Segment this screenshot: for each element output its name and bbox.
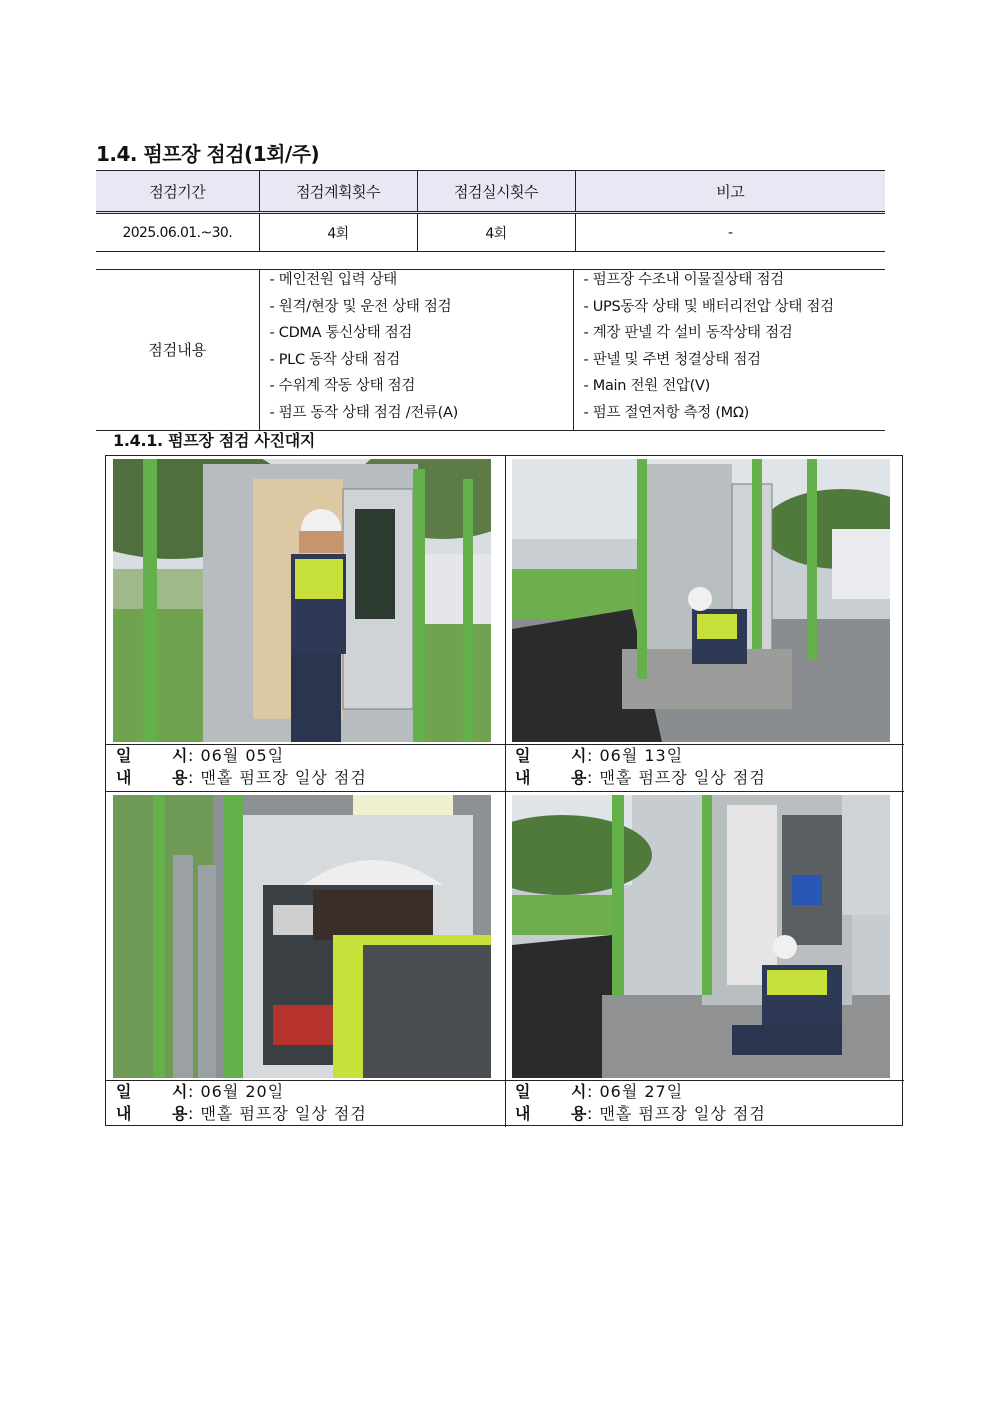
photo-caption: 일 시: 06월 05일 내 용: 맨홀 펌프장 일상 점검 <box>106 744 505 791</box>
photo-cell <box>505 791 904 1127</box>
header-period: 점검기간 <box>96 171 259 213</box>
summary-header-row <box>96 171 885 213</box>
photo-cell <box>106 456 506 791</box>
list-item: - 원격/현장 및 운전 상태 점검 <box>269 298 452 315</box>
photo-date: : 06월 27일 <box>587 1082 684 1101</box>
cell-remarks: - <box>575 213 885 252</box>
cell-planned-count: 4회 <box>259 213 417 252</box>
content-left-column <box>259 270 573 431</box>
list-item: - 메인전원 입력 상태 <box>269 272 398 288</box>
summary-data-row <box>96 213 885 252</box>
content-label: 점검내용 <box>96 270 259 431</box>
inspection-content-table <box>96 269 885 431</box>
photo-caption: 일 시: 06월 13일 내 용: 맨홀 펌프장 일상 점검 <box>505 744 904 791</box>
list-item: - PLC 동작 상태 점검 <box>269 351 400 368</box>
header-actual-count: 점검실시횟수 <box>417 171 575 213</box>
photo-content: : 맨홀 펌프장 일상 점검 <box>188 768 367 787</box>
cell-actual-count: 4회 <box>417 213 575 252</box>
list-item: - Main 전원 전압(V) <box>583 378 710 395</box>
photo-date: : 06월 13일 <box>587 746 684 765</box>
inspection-photo <box>113 459 491 742</box>
header-planned-count: 점검계획횟수 <box>259 171 417 213</box>
inspection-photo <box>512 459 890 742</box>
list-item: - 펌프 동작 상태 점검 /전류(A) <box>269 404 458 421</box>
list-item: - UPS동작 상태 및 배터리전압 상태 점검 <box>583 298 834 315</box>
photo-caption: 일 시: 06월 27일 내 용: 맨홀 펌프장 일상 점검 <box>505 1080 904 1127</box>
cell-period: 2025.06.01.~30. <box>96 213 259 252</box>
list-item: - 수위계 작동 상태 점검 <box>269 378 416 395</box>
photo-grid <box>105 455 903 1126</box>
photo-caption: 일 시: 06월 20일 내 용: 맨홀 펌프장 일상 점검 <box>106 1080 505 1127</box>
content-right-column <box>573 270 885 431</box>
photo-cell <box>106 791 506 1127</box>
photo-date: : 06월 05일 <box>188 746 285 765</box>
list-item: - 판넬 및 주변 청결상태 점검 <box>583 351 761 368</box>
inspection-photo <box>113 795 491 1078</box>
section-title: 1.4. 펌프장 점검(1회/주) <box>96 142 320 166</box>
photo-content: : 맨홀 펌프장 일상 점검 <box>188 1104 367 1123</box>
photo-date: : 06월 20일 <box>188 1082 285 1101</box>
list-item: - 펌프 절연저항 측정 (MΩ) <box>583 404 750 421</box>
list-item: - 펌프장 수조내 이물질상태 점검 <box>583 272 784 288</box>
header-remarks: 비고 <box>575 171 885 213</box>
photo-section-title: 1.4.1. 펌프장 점검 사진대지 <box>113 431 316 450</box>
list-item: - 계장 판넬 각 설비 동작상태 점검 <box>583 325 793 342</box>
inspection-summary-table <box>96 170 885 252</box>
photo-content: : 맨홀 펌프장 일상 점검 <box>587 768 766 787</box>
photo-content: : 맨홀 펌프장 일상 점검 <box>587 1104 766 1123</box>
photo-cell <box>505 456 904 791</box>
list-item: - CDMA 통신상태 점검 <box>269 325 413 342</box>
inspection-photo <box>512 795 890 1078</box>
